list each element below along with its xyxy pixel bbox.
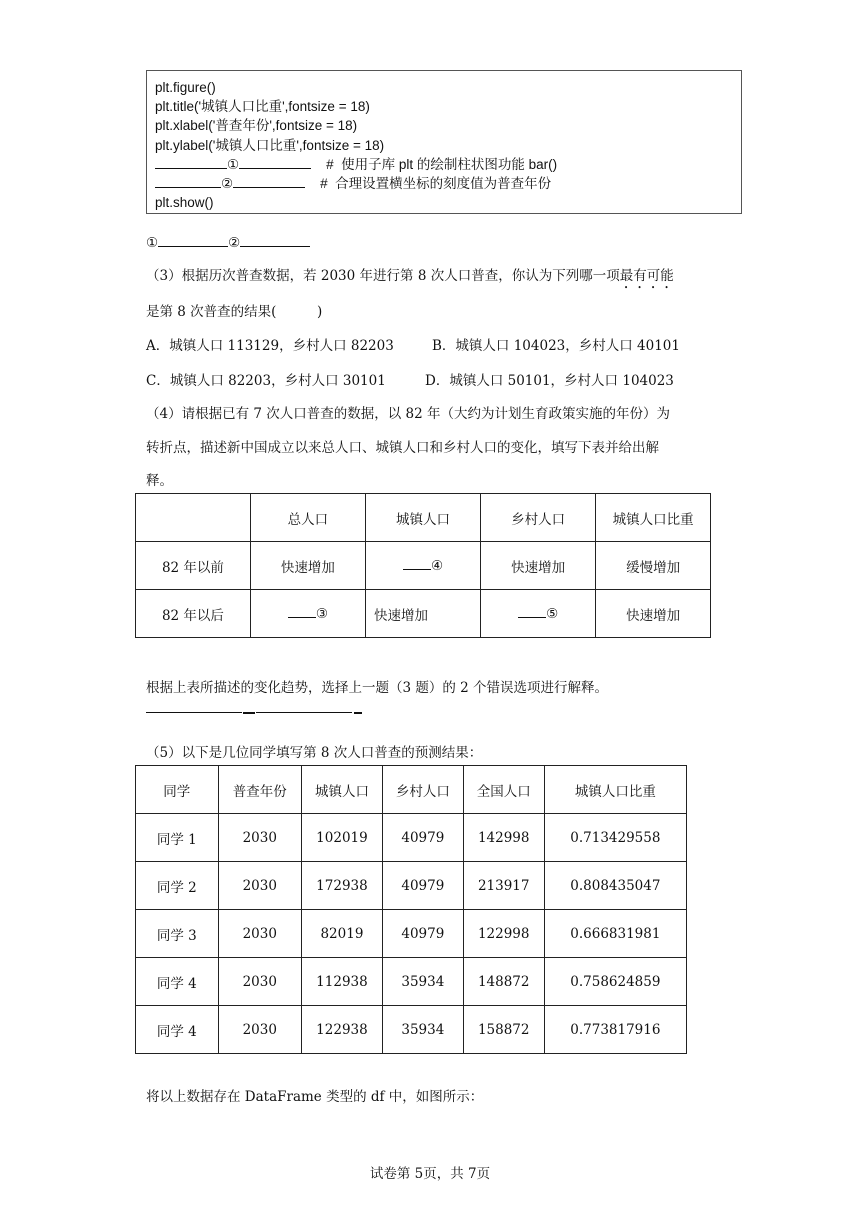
code-box <box>146 70 742 214</box>
answer-blanks: ① ② <box>146 234 310 251</box>
code-line: plt.show() <box>155 195 214 211</box>
q5-after-text: 将以上数据存在 DataFrame 类型的 df 中，如图所示： <box>146 1089 484 1105</box>
page-footer: 试卷第 5页，共 7页 <box>369 1166 491 1182</box>
code-line: plt.xlabel('普查年份',fontsize = 18) <box>155 118 358 134</box>
blank-cell-5: ⑤ <box>481 590 596 638</box>
blank-cell-4: ④ <box>365 542 480 590</box>
table-row: 82 年以后 ③ 快速增加 ⑤ 快速增加 <box>136 590 711 638</box>
table-row: 同学 1 2030 102019 40979 142998 0.713429558 <box>136 814 687 862</box>
prediction-table <box>135 765 687 1054</box>
code-line: plt.ylabel('城镇人口比重',fontsize = 18) <box>155 137 385 153</box>
blank-number: ① <box>227 156 240 172</box>
table-row: 同学 4 2030 122938 35934 158872 0.773817916 <box>136 1006 687 1054</box>
table-row: 同学 4 2030 112938 35934 148872 0.758624859 <box>136 958 687 1006</box>
code-blank-line-1 <box>155 155 741 174</box>
q3-line1: （3）根据历次普查数据，若 2030 年进行第 8 次人口普查，你认为下列哪一项最有可能 <box>146 268 674 284</box>
table-header-row: 同学 普查年份 城镇人口 乡村人口 全国人口 城镇人口比重 <box>136 766 687 814</box>
code-comment: # 使用子库 plt 的绘制柱状图功能 bar() <box>326 156 558 172</box>
answer-line-dash <box>354 712 362 714</box>
code-comment: # 合理设置横坐标的刻度值为普查年份 <box>320 176 552 192</box>
blank-cell-3: ③ <box>250 590 365 638</box>
q4-line2: 转折点，描述新中国成立以来总人口、城镇人口和乡村人口的变化，填写下表并给出解 <box>146 440 659 456</box>
code-blank-line-2 <box>155 174 741 193</box>
q3-option-a: A．城镇人口 113129，乡村人口 82203 <box>146 338 394 354</box>
table-row: 同学 3 2030 82019 40979 122998 0.666831981 <box>136 910 687 958</box>
answer-line <box>146 712 242 713</box>
table-row: 同学 2 2030 172938 40979 213917 0.808435047 <box>136 862 687 910</box>
code-line: plt.title('城镇人口比重',fontsize = 18) <box>155 99 370 115</box>
q4-line3: 释。 <box>146 473 173 489</box>
q3-option-c: C．城镇人口 82203，乡村人口 30101 <box>146 373 386 389</box>
q3-option-d: D．城镇人口 50101，乡村人口 104023 <box>425 373 674 389</box>
q4-after-text: 根据上表所描述的变化趋势，选择上一题（3 题）的 2 个错误选项进行解释。 <box>146 680 609 696</box>
table-header-row: 总人口 城镇人口 乡村人口 城镇人口比重 <box>136 494 711 542</box>
trend-table <box>135 493 711 638</box>
q3-option-b: B．城镇人口 104023，乡村人口 40101 <box>432 338 680 354</box>
q3-line2: 是第 8 次普查的结果( ) <box>146 304 323 320</box>
answer-line <box>256 712 352 713</box>
q5-line: （5）以下是几位同学填写第 8 次人口普查的预测结果： <box>146 745 483 761</box>
q4-line1: （4）请根据已有 7 次人口普查的数据，以 82 年（大约为计划生育政策实施的年份）为 <box>146 406 671 422</box>
blank-number: ② <box>221 176 234 192</box>
answer-line-dash <box>243 712 255 714</box>
code-line: plt.figure() <box>155 80 216 95</box>
table-row: 82 年以前 快速增加 ④ 快速增加 缓慢增加 <box>136 542 711 590</box>
